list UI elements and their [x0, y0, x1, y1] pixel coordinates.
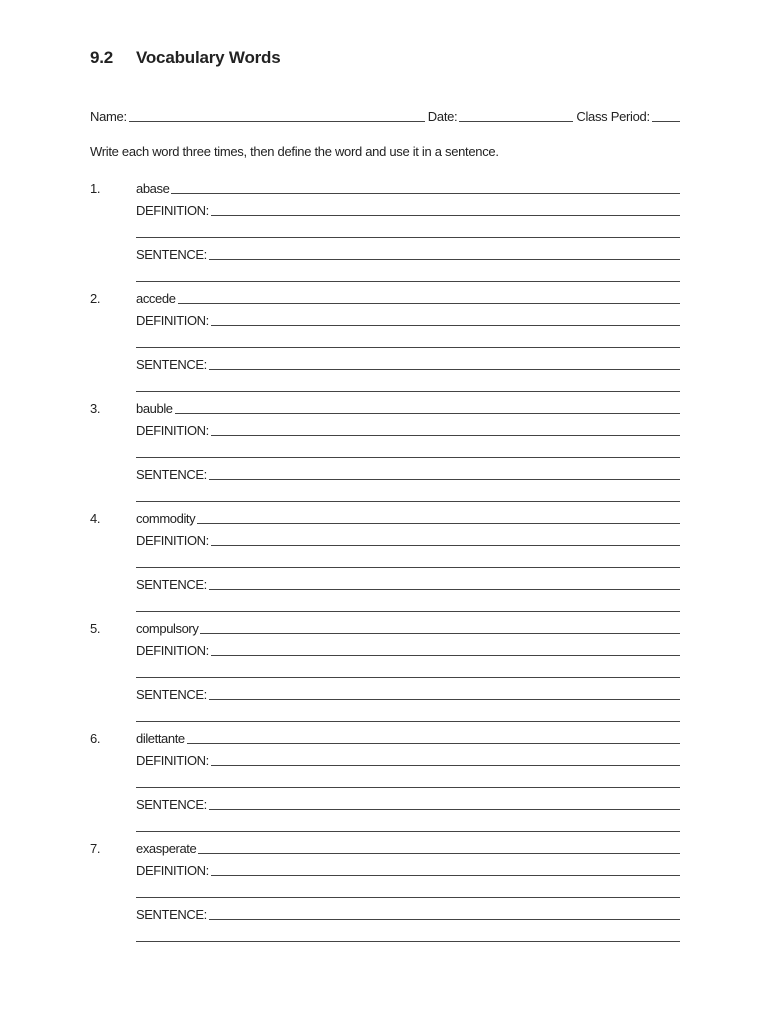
definition-writing-line[interactable]: [211, 203, 680, 216]
definition-continuation-line[interactable]: [136, 444, 680, 460]
sentence-label: SENTENCE:: [136, 687, 207, 702]
sentence-writing-line[interactable]: [209, 797, 680, 810]
vocab-entry-5: [90, 620, 680, 730]
student-info-line: [90, 106, 680, 124]
vocab-entry-6: [90, 730, 680, 840]
page-title: [90, 48, 281, 68]
word-writing-line[interactable]: [178, 291, 680, 304]
definition-label: DEFINITION:: [136, 423, 209, 438]
blank-writing-line[interactable]: [136, 709, 680, 722]
word-line[interactable]: [136, 510, 680, 526]
sentence-label: SENTENCE:: [136, 907, 207, 922]
definition-line[interactable]: [136, 752, 680, 768]
definition-continuation-line[interactable]: [136, 554, 680, 570]
sentence-continuation-line[interactable]: [136, 488, 680, 504]
definition-label: DEFINITION:: [136, 863, 209, 878]
sentence-writing-line[interactable]: [209, 907, 680, 920]
definition-label: DEFINITION:: [136, 313, 209, 328]
sentence-label: SENTENCE:: [136, 577, 207, 592]
sentence-label: SENTENCE:: [136, 797, 207, 812]
definition-line[interactable]: [136, 532, 680, 548]
sentence-writing-line[interactable]: [209, 467, 680, 480]
vocab-entry-1: [90, 180, 680, 290]
sentence-line[interactable]: [136, 356, 680, 372]
entry-number: 3.: [90, 401, 101, 416]
word-writing-line[interactable]: [171, 181, 680, 194]
class-period-label: Class Period:: [576, 109, 650, 124]
blank-writing-line[interactable]: [136, 445, 680, 458]
vocab-word: commodity: [136, 511, 196, 526]
worksheet-title: Vocabulary Words: [136, 48, 281, 67]
definition-continuation-line[interactable]: [136, 774, 680, 790]
sentence-line[interactable]: [136, 576, 680, 592]
word-writing-line[interactable]: [175, 401, 680, 414]
definition-writing-line[interactable]: [211, 863, 680, 876]
sentence-continuation-line[interactable]: [136, 928, 680, 944]
definition-label: DEFINITION:: [136, 643, 209, 658]
entry-number: 5.: [90, 621, 101, 636]
sentence-label: SENTENCE:: [136, 247, 207, 262]
definition-line[interactable]: [136, 642, 680, 658]
entry-number: 6.: [90, 731, 101, 746]
sentence-writing-line[interactable]: [209, 577, 680, 590]
sentence-continuation-line[interactable]: [136, 268, 680, 284]
entry-number: 1.: [90, 181, 101, 196]
blank-writing-line[interactable]: [136, 379, 680, 392]
sentence-continuation-line[interactable]: [136, 708, 680, 724]
vocab-entry-4: [90, 510, 680, 620]
definition-writing-line[interactable]: [211, 533, 680, 546]
entry-number: 7.: [90, 841, 101, 856]
vocab-word: exasperate: [136, 841, 197, 856]
sentence-writing-line[interactable]: [209, 247, 680, 260]
definition-writing-line[interactable]: [211, 753, 680, 766]
blank-writing-line[interactable]: [136, 555, 680, 568]
vocab-word: bauble: [136, 401, 173, 416]
class-period-field[interactable]: [652, 109, 680, 122]
entry-number: 4.: [90, 511, 101, 526]
sentence-label: SENTENCE:: [136, 357, 207, 372]
blank-writing-line[interactable]: [136, 885, 680, 898]
sentence-writing-line[interactable]: [209, 357, 680, 370]
blank-writing-line[interactable]: [136, 225, 680, 238]
sentence-continuation-line[interactable]: [136, 818, 680, 834]
word-line[interactable]: [136, 400, 680, 416]
entry-number: 2.: [90, 291, 101, 306]
definition-label: DEFINITION:: [136, 753, 209, 768]
sentence-line[interactable]: [136, 466, 680, 482]
blank-writing-line[interactable]: [136, 489, 680, 502]
definition-continuation-line[interactable]: [136, 224, 680, 240]
vocab-word: accede: [136, 291, 176, 306]
vocab-word: dilettante: [136, 731, 185, 746]
sentence-continuation-line[interactable]: [136, 598, 680, 614]
instructions: Write each word three times, then define the word and use it in a sentence.: [90, 144, 499, 159]
sentence-line[interactable]: [136, 906, 680, 922]
sentence-line[interactable]: [136, 686, 680, 702]
word-writing-line[interactable]: [197, 511, 680, 524]
sentence-line[interactable]: [136, 796, 680, 812]
sentence-label: SENTENCE:: [136, 467, 207, 482]
definition-writing-line[interactable]: [211, 423, 680, 436]
definition-line[interactable]: [136, 312, 680, 328]
sentence-writing-line[interactable]: [209, 687, 680, 700]
definition-line[interactable]: [136, 202, 680, 218]
word-line[interactable]: [136, 730, 680, 746]
blank-writing-line[interactable]: [136, 599, 680, 612]
name-field[interactable]: [129, 109, 425, 122]
definition-continuation-line[interactable]: [136, 334, 680, 350]
word-writing-line[interactable]: [198, 841, 680, 854]
definition-label: DEFINITION:: [136, 203, 209, 218]
blank-writing-line[interactable]: [136, 819, 680, 832]
definition-line[interactable]: [136, 862, 680, 878]
word-writing-line[interactable]: [200, 621, 680, 634]
blank-writing-line[interactable]: [136, 775, 680, 788]
vocab-entry-3: [90, 400, 680, 510]
definition-continuation-line[interactable]: [136, 664, 680, 680]
sentence-line[interactable]: [136, 246, 680, 262]
date-field[interactable]: [459, 109, 573, 122]
word-line[interactable]: [136, 290, 680, 306]
definition-continuation-line[interactable]: [136, 884, 680, 900]
sentence-continuation-line[interactable]: [136, 378, 680, 394]
vocab-entry-2: [90, 290, 680, 400]
blank-writing-line[interactable]: [136, 335, 680, 348]
blank-writing-line[interactable]: [136, 269, 680, 282]
blank-writing-line[interactable]: [136, 665, 680, 678]
word-line[interactable]: [136, 620, 680, 636]
definition-line[interactable]: [136, 422, 680, 438]
vocab-entry-7: [90, 840, 680, 950]
word-line[interactable]: [136, 840, 680, 856]
section-number: 9.2: [90, 48, 114, 67]
definition-label: DEFINITION:: [136, 533, 209, 548]
vocab-word: compulsory: [136, 621, 199, 636]
definition-writing-line[interactable]: [211, 313, 680, 326]
blank-writing-line[interactable]: [136, 929, 680, 942]
date-label: Date:: [427, 109, 458, 124]
vocab-word: abase: [136, 181, 170, 196]
word-writing-line[interactable]: [187, 731, 680, 744]
word-line[interactable]: [136, 180, 680, 196]
name-label: Name:: [90, 109, 127, 124]
definition-writing-line[interactable]: [211, 643, 680, 656]
